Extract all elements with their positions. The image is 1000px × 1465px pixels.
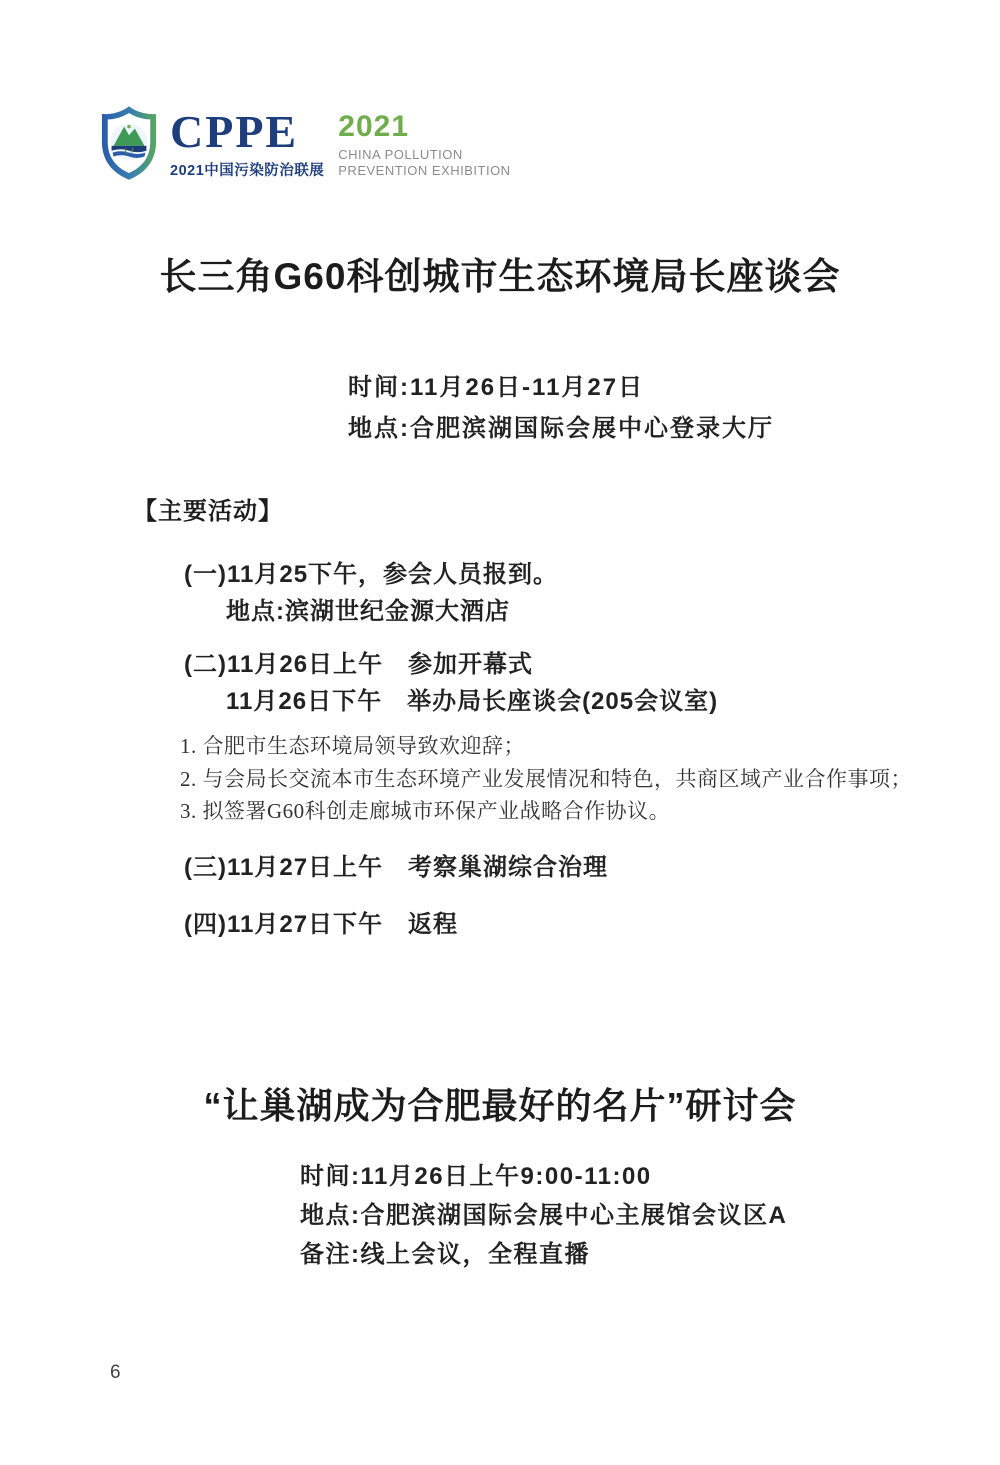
shield-logo-icon xyxy=(100,104,158,182)
agenda-detail-1: 1. 合肥市生态环境局领导致欢迎辞； xyxy=(180,734,525,758)
logo-en-line1: CHINA POLLUTION xyxy=(338,147,463,162)
agenda-detail-2: 2. 与会局长交流本市生态环境产业发展情况和特色，共商区域产业合作事项； xyxy=(180,766,912,791)
logo-cn-tagline: 2021中国污染防治联展 xyxy=(170,163,325,179)
section1-location: 地点:合肥滨湖国际会展中心登录大厅 xyxy=(348,415,774,442)
page-number: 6 xyxy=(110,1362,121,1383)
section2-info xyxy=(300,1157,787,1274)
cppe-logo xyxy=(100,104,511,182)
section2-note: 备注:线上会议，全程直播 xyxy=(300,1241,590,1268)
section1-title: 长三角G60科创城市生态环境局长座谈会 xyxy=(159,256,841,297)
logo-en-tagline xyxy=(338,147,510,179)
activity-item-1-location: 地点:滨湖世纪金源大酒店 xyxy=(226,598,510,625)
section1-time: 时间:11月26日-11月27日 xyxy=(348,374,645,401)
section2-time: 时间:11月26日上午9:00-11:00 xyxy=(300,1163,652,1190)
agenda-detail-list xyxy=(180,730,912,828)
logo-cppe-wordmark: CPPE xyxy=(170,106,299,157)
section2-location: 地点:合肥滨湖国际会展中心主展馆会议区A xyxy=(300,1202,788,1229)
activity-item-2: (二)11月26日上午 参加开幕式 xyxy=(184,651,534,678)
activities-heading: 【主要活动】 xyxy=(133,498,283,525)
activity-item-1: (一)11月25下午，参会人员报到。 xyxy=(184,561,559,588)
activity-item-2-detail: 11月26日下午 举办局长座谈会(205会议室) xyxy=(226,688,719,715)
section2-title: “让巢湖成为合肥最好的名片”研讨会 xyxy=(203,1085,797,1126)
agenda-detail-3: 3. 拟签署G60科创走廊城市环保产业战略合作协议。 xyxy=(180,799,671,823)
logo-text xyxy=(170,104,511,180)
section1-info xyxy=(348,367,774,449)
activity-item-4: (四)11月27日下午 返程 xyxy=(184,911,459,938)
logo-en-line2: PREVENTION EXHIBITION xyxy=(338,163,511,178)
logo-year: 2021 xyxy=(338,110,410,143)
activity-item-3: (三)11月27日上午 考察巢湖综合治理 xyxy=(184,854,609,881)
